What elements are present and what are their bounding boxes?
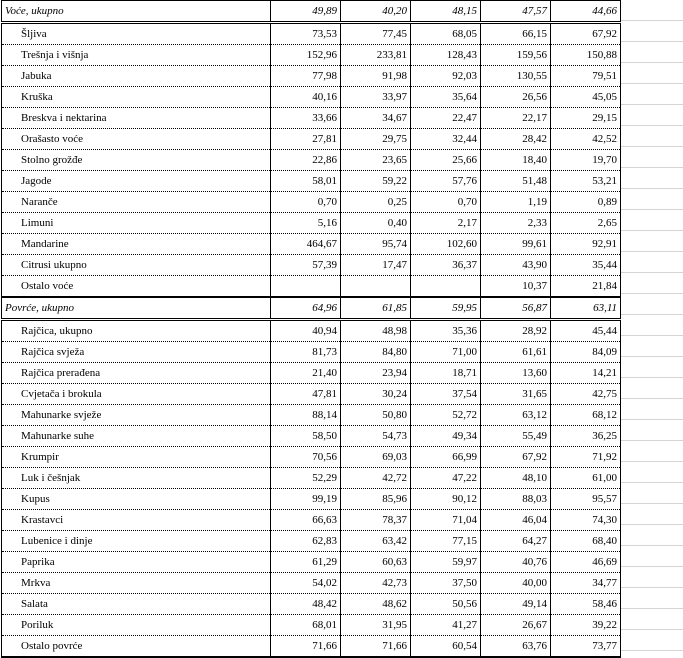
section-total-value[interactable]: 48,15 <box>411 1 481 23</box>
row-label[interactable]: Rajčica svježa <box>2 342 271 363</box>
row-label[interactable]: Stolno grožđe <box>2 150 271 171</box>
row-value[interactable]: 84,80 <box>341 342 411 363</box>
row-label[interactable]: Jabuka <box>2 66 271 87</box>
table-row <box>2 129 621 150</box>
row-value[interactable]: 22,47 <box>411 108 481 129</box>
row-value[interactable]: 54,02 <box>271 573 341 594</box>
row-value[interactable]: 55,49 <box>481 426 551 447</box>
row-value[interactable]: 48,10 <box>481 468 551 489</box>
row-value[interactable]: 19,70 <box>551 150 621 171</box>
row-label[interactable]: Mahunarke svježe <box>2 405 271 426</box>
row-value[interactable]: 58,46 <box>551 594 621 615</box>
row-value[interactable]: 77,98 <box>271 66 341 87</box>
row-value[interactable]: 35,44 <box>551 255 621 276</box>
row-label[interactable]: Mandarine <box>2 234 271 255</box>
row-value[interactable]: 68,05 <box>411 23 481 45</box>
data-table <box>1 0 621 658</box>
row-value[interactable]: 95,74 <box>341 234 411 255</box>
row-value[interactable]: 57,39 <box>271 255 341 276</box>
row-value[interactable]: 85,96 <box>341 489 411 510</box>
row-value[interactable]: 48,98 <box>341 320 411 342</box>
table-row <box>2 213 621 234</box>
table-row <box>2 531 621 552</box>
table-row <box>2 405 621 426</box>
row-value[interactable]: 23,94 <box>341 363 411 384</box>
row-value[interactable]: 54,73 <box>341 426 411 447</box>
row-value[interactable]: 62,83 <box>271 531 341 552</box>
row-label[interactable]: Mrkva <box>2 573 271 594</box>
row-label[interactable]: Rajčica prerađena <box>2 363 271 384</box>
row-value[interactable]: 2,65 <box>551 213 621 234</box>
row-value[interactable] <box>341 276 411 298</box>
section-total-value[interactable]: 61,85 <box>341 297 411 320</box>
row-value[interactable]: 29,15 <box>551 108 621 129</box>
row-label[interactable]: Krumpir <box>2 447 271 468</box>
row-value[interactable]: 99,19 <box>271 489 341 510</box>
row-value[interactable]: 40,94 <box>271 320 341 342</box>
table-row <box>2 573 621 594</box>
row-value[interactable]: 67,92 <box>551 23 621 45</box>
row-value[interactable]: 30,24 <box>341 384 411 405</box>
row-label[interactable]: Salata <box>2 594 271 615</box>
table-row <box>2 108 621 129</box>
row-value[interactable]: 32,44 <box>411 129 481 150</box>
row-value[interactable]: 27,81 <box>271 129 341 150</box>
row-label[interactable]: Šljiva <box>2 23 271 45</box>
row-value[interactable]: 28,42 <box>481 129 551 150</box>
row-value[interactable]: 50,80 <box>341 405 411 426</box>
row-value[interactable]: 22,86 <box>271 150 341 171</box>
row-label[interactable]: Trešnja i višnja <box>2 45 271 66</box>
row-value[interactable]: 35,36 <box>411 320 481 342</box>
row-label[interactable]: Breskva i nektarina <box>2 108 271 129</box>
row-value[interactable]: 13,60 <box>481 363 551 384</box>
table-row <box>2 150 621 171</box>
row-value[interactable]: 67,92 <box>481 447 551 468</box>
row-value[interactable]: 35,64 <box>411 87 481 108</box>
table-row <box>2 636 621 658</box>
table-row <box>2 234 621 255</box>
row-label[interactable]: Ostalo voće <box>2 276 271 298</box>
table-row <box>2 552 621 573</box>
row-value[interactable]: 78,37 <box>341 510 411 531</box>
row-value[interactable] <box>271 276 341 298</box>
section-total-value[interactable]: 59,95 <box>411 297 481 320</box>
row-value[interactable]: 61,00 <box>551 468 621 489</box>
table-row <box>2 510 621 531</box>
row-value[interactable]: 31,95 <box>341 615 411 636</box>
row-label[interactable]: Lubenice i dinje <box>2 531 271 552</box>
row-label[interactable]: Kupus <box>2 489 271 510</box>
row-value[interactable]: 102,60 <box>411 234 481 255</box>
row-value[interactable]: 34,67 <box>341 108 411 129</box>
row-value[interactable]: 46,04 <box>481 510 551 531</box>
row-value[interactable]: 28,92 <box>481 320 551 342</box>
row-value[interactable]: 60,63 <box>341 552 411 573</box>
table-row <box>2 192 621 213</box>
row-label[interactable]: Citrusi ukupno <box>2 255 271 276</box>
row-value[interactable]: 63,76 <box>481 636 551 658</box>
row-value[interactable]: 34,77 <box>551 573 621 594</box>
row-value[interactable]: 88,03 <box>481 489 551 510</box>
table-row <box>2 320 621 342</box>
row-value[interactable]: 50,56 <box>411 594 481 615</box>
section-total-value[interactable]: 40,20 <box>341 1 411 23</box>
row-value[interactable]: 70,56 <box>271 447 341 468</box>
spreadsheet-gridlines <box>620 0 683 652</box>
section-total-value[interactable]: 64,96 <box>271 297 341 320</box>
row-value[interactable]: 68,01 <box>271 615 341 636</box>
row-value[interactable]: 49,14 <box>481 594 551 615</box>
row-value[interactable]: 92,03 <box>411 66 481 87</box>
row-value[interactable]: 23,65 <box>341 150 411 171</box>
row-value[interactable]: 43,90 <box>481 255 551 276</box>
section-total-label[interactable]: Voće, ukupno <box>2 1 271 23</box>
row-value[interactable]: 41,27 <box>411 615 481 636</box>
row-value[interactable]: 57,76 <box>411 171 481 192</box>
row-label[interactable]: Luk i češnjak <box>2 468 271 489</box>
row-value[interactable]: 71,04 <box>411 510 481 531</box>
row-value[interactable]: 152,96 <box>271 45 341 66</box>
row-label[interactable]: Naranče <box>2 192 271 213</box>
row-value[interactable]: 5,16 <box>271 213 341 234</box>
row-value[interactable]: 66,15 <box>481 23 551 45</box>
row-value[interactable]: 159,56 <box>481 45 551 66</box>
table-row <box>2 23 621 45</box>
row-value[interactable]: 77,45 <box>341 23 411 45</box>
row-label[interactable]: Paprika <box>2 552 271 573</box>
row-value[interactable]: 59,97 <box>411 552 481 573</box>
row-value[interactable]: 59,22 <box>341 171 411 192</box>
table-row <box>2 45 621 66</box>
row-value[interactable]: 464,67 <box>271 234 341 255</box>
row-value[interactable]: 66,63 <box>271 510 341 531</box>
row-value[interactable]: 60,54 <box>411 636 481 658</box>
row-value[interactable]: 79,51 <box>551 66 621 87</box>
row-value[interactable]: 26,56 <box>481 87 551 108</box>
row-value[interactable]: 84,09 <box>551 342 621 363</box>
row-value[interactable]: 73,77 <box>551 636 621 658</box>
row-value[interactable]: 68,40 <box>551 531 621 552</box>
row-label[interactable]: Cvjetača i brokula <box>2 384 271 405</box>
row-value[interactable]: 21,84 <box>551 276 621 298</box>
row-value[interactable]: 63,42 <box>341 531 411 552</box>
row-value[interactable]: 92,91 <box>551 234 621 255</box>
row-label[interactable]: Poriluk <box>2 615 271 636</box>
table-row <box>2 468 621 489</box>
row-label[interactable]: Ostalo povrće <box>2 636 271 658</box>
row-label[interactable]: Kruška <box>2 87 271 108</box>
table-row <box>2 255 621 276</box>
row-value[interactable]: 61,29 <box>271 552 341 573</box>
section-total-label[interactable]: Povrće, ukupno <box>2 297 271 320</box>
row-value[interactable]: 128,43 <box>411 45 481 66</box>
row-value[interactable]: 0,40 <box>341 213 411 234</box>
row-value[interactable]: 18,40 <box>481 150 551 171</box>
row-value[interactable]: 47,22 <box>411 468 481 489</box>
row-value[interactable]: 2,17 <box>411 213 481 234</box>
row-value[interactable]: 47,81 <box>271 384 341 405</box>
row-value[interactable]: 2,33 <box>481 213 551 234</box>
row-value[interactable]: 37,54 <box>411 384 481 405</box>
row-value[interactable]: 58,01 <box>271 171 341 192</box>
section-total-value[interactable]: 49,89 <box>271 1 341 23</box>
row-value[interactable]: 53,21 <box>551 171 621 192</box>
row-label[interactable]: Orašasto voće <box>2 129 271 150</box>
row-value[interactable]: 25,66 <box>411 150 481 171</box>
row-value[interactable]: 66,99 <box>411 447 481 468</box>
row-value[interactable]: 69,03 <box>341 447 411 468</box>
row-label[interactable]: Krastavci <box>2 510 271 531</box>
row-value[interactable]: 21,40 <box>271 363 341 384</box>
row-value[interactable]: 64,27 <box>481 531 551 552</box>
row-value[interactable]: 10,37 <box>481 276 551 298</box>
row-value[interactable]: 71,92 <box>551 447 621 468</box>
row-value[interactable]: 58,50 <box>271 426 341 447</box>
table-row <box>2 363 621 384</box>
row-value[interactable]: 46,69 <box>551 552 621 573</box>
row-value[interactable]: 42,72 <box>341 468 411 489</box>
table-row <box>2 594 621 615</box>
row-value[interactable]: 90,12 <box>411 489 481 510</box>
row-value[interactable]: 33,97 <box>341 87 411 108</box>
row-value[interactable]: 91,98 <box>341 66 411 87</box>
table-row <box>2 171 621 192</box>
table-row <box>2 384 621 405</box>
row-value[interactable]: 37,50 <box>411 573 481 594</box>
section-total-value[interactable]: 47,57 <box>481 1 551 23</box>
table-row <box>2 426 621 447</box>
row-value[interactable]: 51,48 <box>481 171 551 192</box>
row-value[interactable]: 14,21 <box>551 363 621 384</box>
row-value[interactable]: 36,25 <box>551 426 621 447</box>
row-value[interactable]: 45,05 <box>551 87 621 108</box>
row-value[interactable]: 233,81 <box>341 45 411 66</box>
row-value[interactable]: 0,89 <box>551 192 621 213</box>
section-total-value[interactable]: 63,11 <box>551 297 621 320</box>
table-row <box>2 447 621 468</box>
row-value[interactable]: 48,42 <box>271 594 341 615</box>
row-value[interactable]: 29,75 <box>341 129 411 150</box>
row-value[interactable]: 33,66 <box>271 108 341 129</box>
row-value[interactable]: 40,00 <box>481 573 551 594</box>
row-value[interactable]: 73,53 <box>271 23 341 45</box>
row-value[interactable]: 95,57 <box>551 489 621 510</box>
table-row <box>2 615 621 636</box>
row-value[interactable] <box>411 276 481 298</box>
table-row <box>2 276 621 298</box>
row-value[interactable]: 1,19 <box>481 192 551 213</box>
row-label[interactable]: Rajčica, ukupno <box>2 320 271 342</box>
row-value[interactable]: 45,44 <box>551 320 621 342</box>
row-label[interactable]: Mahunarke suhe <box>2 426 271 447</box>
row-value[interactable]: 88,14 <box>271 405 341 426</box>
row-value[interactable]: 42,75 <box>551 384 621 405</box>
row-value[interactable]: 63,12 <box>481 405 551 426</box>
row-value[interactable]: 0,25 <box>341 192 411 213</box>
row-value[interactable]: 40,76 <box>481 552 551 573</box>
row-value[interactable]: 0,70 <box>271 192 341 213</box>
row-value[interactable]: 77,15 <box>411 531 481 552</box>
section-total-row <box>2 1 621 23</box>
row-value[interactable]: 49,34 <box>411 426 481 447</box>
table-row <box>2 342 621 363</box>
section-total-value[interactable]: 56,87 <box>481 297 551 320</box>
row-value[interactable]: 39,22 <box>551 615 621 636</box>
row-value[interactable]: 130,55 <box>481 66 551 87</box>
row-value[interactable]: 71,00 <box>411 342 481 363</box>
row-value[interactable]: 71,66 <box>341 636 411 658</box>
row-value[interactable]: 40,16 <box>271 87 341 108</box>
row-value[interactable]: 17,47 <box>341 255 411 276</box>
row-value[interactable]: 22,17 <box>481 108 551 129</box>
row-value[interactable]: 48,62 <box>341 594 411 615</box>
table-row <box>2 489 621 510</box>
row-value[interactable]: 99,61 <box>481 234 551 255</box>
row-value[interactable]: 74,30 <box>551 510 621 531</box>
row-value[interactable]: 0,70 <box>411 192 481 213</box>
row-value[interactable]: 31,65 <box>481 384 551 405</box>
section-total-row <box>2 297 621 320</box>
row-value[interactable]: 81,73 <box>271 342 341 363</box>
row-label[interactable]: Limuni <box>2 213 271 234</box>
row-value[interactable]: 26,67 <box>481 615 551 636</box>
row-value[interactable]: 52,29 <box>271 468 341 489</box>
section-total-value[interactable]: 44,66 <box>551 1 621 23</box>
row-value[interactable]: 71,66 <box>271 636 341 658</box>
table-row <box>2 66 621 87</box>
row-value[interactable]: 36,37 <box>411 255 481 276</box>
row-value[interactable]: 42,52 <box>551 129 621 150</box>
row-label[interactable]: Jagode <box>2 171 271 192</box>
row-value[interactable]: 52,72 <box>411 405 481 426</box>
row-value[interactable]: 42,73 <box>341 573 411 594</box>
row-value[interactable]: 150,88 <box>551 45 621 66</box>
row-value[interactable]: 18,71 <box>411 363 481 384</box>
row-value[interactable]: 61,61 <box>481 342 551 363</box>
row-value[interactable]: 68,12 <box>551 405 621 426</box>
table-row <box>2 87 621 108</box>
